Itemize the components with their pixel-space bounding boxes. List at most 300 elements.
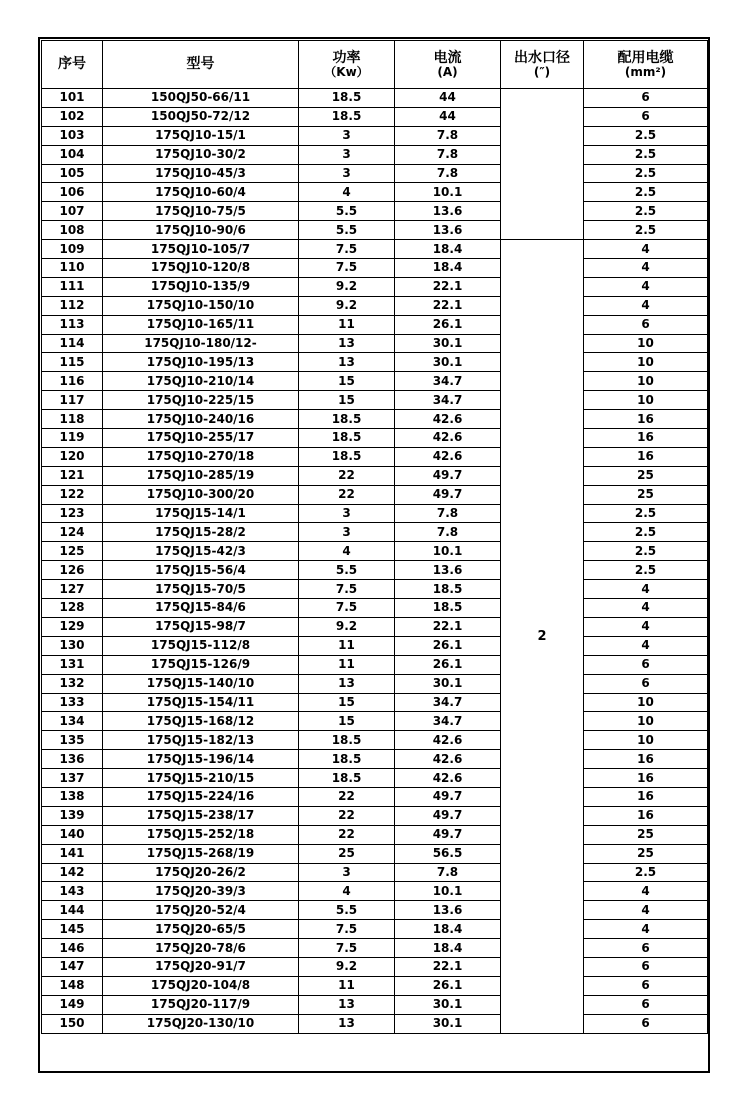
table-row <box>42 391 708 410</box>
cell-current: 22.1 <box>395 277 501 296</box>
table-row <box>42 542 708 561</box>
cell-model: 175QJ20-91/7 <box>103 957 299 976</box>
cell-seq: 141 <box>42 844 103 863</box>
cell-power: 18.5 <box>299 107 395 126</box>
cell-model: 175QJ10-150/10 <box>103 296 299 315</box>
cell-current: 30.1 <box>395 995 501 1014</box>
table-row <box>42 825 708 844</box>
cell-seq: 129 <box>42 617 103 636</box>
cell-seq: 150 <box>42 1014 103 1033</box>
cell-current: 7.8 <box>395 164 501 183</box>
table-row <box>42 183 708 202</box>
cell-cable: 10 <box>584 391 708 410</box>
cell-model: 175QJ10-60/4 <box>103 183 299 202</box>
cell-model: 175QJ10-270/18 <box>103 447 299 466</box>
cell-power: 3 <box>299 145 395 164</box>
table-row <box>42 599 708 618</box>
cell-power: 13 <box>299 674 395 693</box>
cell-power: 7.5 <box>299 580 395 599</box>
header-current-label: 电流 <box>433 49 462 66</box>
cell-current: 7.8 <box>395 126 501 145</box>
table-row <box>42 580 708 599</box>
table-row <box>42 202 708 221</box>
cell-model: 175QJ20-78/6 <box>103 939 299 958</box>
cell-cable: 25 <box>584 844 708 863</box>
cell-cable: 6 <box>584 655 708 674</box>
cell-seq: 123 <box>42 504 103 523</box>
table-row <box>42 221 708 240</box>
table-header <box>42 41 708 89</box>
table-row <box>42 145 708 164</box>
cell-current: 34.7 <box>395 693 501 712</box>
cell-power: 15 <box>299 693 395 712</box>
cell-power: 4 <box>299 882 395 901</box>
header-outlet-unit: (″) <box>533 64 551 79</box>
cell-power: 11 <box>299 315 395 334</box>
cell-current: 56.5 <box>395 844 501 863</box>
table-row <box>42 920 708 939</box>
cell-power: 18.5 <box>299 750 395 769</box>
table-row <box>42 806 708 825</box>
cell-seq: 104 <box>42 145 103 164</box>
pump-spec-table <box>41 40 708 1034</box>
cell-seq: 128 <box>42 599 103 618</box>
table-row <box>42 107 708 126</box>
cell-power: 4 <box>299 542 395 561</box>
cell-power: 22 <box>299 485 395 504</box>
cell-power: 25 <box>299 844 395 863</box>
table-row <box>42 636 708 655</box>
cell-seq: 102 <box>42 107 103 126</box>
cell-current: 44 <box>395 89 501 108</box>
cell-seq: 138 <box>42 787 103 806</box>
cell-cable: 6 <box>584 976 708 995</box>
cell-seq: 115 <box>42 353 103 372</box>
cell-cable: 6 <box>584 674 708 693</box>
cell-model: 175QJ15-28/2 <box>103 523 299 542</box>
cell-cable: 6 <box>584 315 708 334</box>
cell-current: 30.1 <box>395 1014 501 1033</box>
cell-current: 10.1 <box>395 882 501 901</box>
table-row <box>42 126 708 145</box>
cell-model: 175QJ10-225/15 <box>103 391 299 410</box>
table-row <box>42 447 708 466</box>
cell-cable: 4 <box>584 617 708 636</box>
cell-cable: 25 <box>584 485 708 504</box>
table-row <box>42 655 708 674</box>
cell-current: 13.6 <box>395 221 501 240</box>
table-row <box>42 410 708 429</box>
cell-cable: 10 <box>584 693 708 712</box>
cell-model: 175QJ15-70/5 <box>103 580 299 599</box>
cell-cable: 2.5 <box>584 202 708 221</box>
cell-power: 5.5 <box>299 561 395 580</box>
table-row <box>42 259 708 278</box>
cell-model: 175QJ15-56/4 <box>103 561 299 580</box>
cell-seq: 109 <box>42 240 103 259</box>
cell-seq: 112 <box>42 296 103 315</box>
cell-current: 18.4 <box>395 920 501 939</box>
cell-cable: 2.5 <box>584 561 708 580</box>
cell-cable: 4 <box>584 920 708 939</box>
cell-power: 18.5 <box>299 89 395 108</box>
cell-cable: 16 <box>584 410 708 429</box>
cell-current: 26.1 <box>395 315 501 334</box>
header-cable-label: 配用电缆 <box>617 49 674 66</box>
cell-cable: 10 <box>584 372 708 391</box>
cell-seq: 105 <box>42 164 103 183</box>
cell-seq: 131 <box>42 655 103 674</box>
cell-model: 175QJ15-196/14 <box>103 750 299 769</box>
cell-cable: 4 <box>584 259 708 278</box>
cell-current: 22.1 <box>395 957 501 976</box>
table-row <box>42 976 708 995</box>
cell-power: 11 <box>299 636 395 655</box>
cell-power: 11 <box>299 655 395 674</box>
table-row <box>42 712 708 731</box>
cell-power: 15 <box>299 712 395 731</box>
cell-power: 13 <box>299 334 395 353</box>
cell-cable: 16 <box>584 787 708 806</box>
cell-cable: 25 <box>584 466 708 485</box>
cell-cable: 25 <box>584 825 708 844</box>
table-row <box>42 277 708 296</box>
cell-model: 175QJ10-165/11 <box>103 315 299 334</box>
table-row <box>42 1014 708 1033</box>
cell-model: 175QJ20-104/8 <box>103 976 299 995</box>
cell-current: 13.6 <box>395 561 501 580</box>
cell-current: 42.6 <box>395 447 501 466</box>
cell-power: 5.5 <box>299 202 395 221</box>
cell-cable: 2.5 <box>584 863 708 882</box>
cell-model: 175QJ20-130/10 <box>103 1014 299 1033</box>
cell-cable: 2.5 <box>584 164 708 183</box>
table-row <box>42 617 708 636</box>
table-row <box>42 296 708 315</box>
cell-cable: 6 <box>584 995 708 1014</box>
header-outlet-label: 出水口径 <box>514 49 570 66</box>
cell-current: 26.1 <box>395 636 501 655</box>
cell-outlet: 2 <box>501 240 584 1033</box>
cell-power: 22 <box>299 825 395 844</box>
header-row <box>42 41 708 89</box>
cell-current: 13.6 <box>395 901 501 920</box>
cell-model: 175QJ15-140/10 <box>103 674 299 693</box>
cell-seq: 107 <box>42 202 103 221</box>
cell-model: 175QJ15-154/11 <box>103 693 299 712</box>
cell-cable: 6 <box>584 1014 708 1033</box>
cell-seq: 145 <box>42 920 103 939</box>
cell-model: 175QJ15-252/18 <box>103 825 299 844</box>
cell-model: 175QJ10-240/16 <box>103 410 299 429</box>
cell-cable: 6 <box>584 939 708 958</box>
cell-power: 11 <box>299 976 395 995</box>
cell-seq: 114 <box>42 334 103 353</box>
cell-current: 22.1 <box>395 617 501 636</box>
cell-current: 10.1 <box>395 542 501 561</box>
cell-power: 9.2 <box>299 296 395 315</box>
cell-model: 175QJ10-135/9 <box>103 277 299 296</box>
cell-seq: 135 <box>42 731 103 750</box>
cell-power: 7.5 <box>299 920 395 939</box>
header-seq: 序号 <box>42 41 103 89</box>
cell-model: 175QJ20-117/9 <box>103 995 299 1014</box>
table-row <box>42 334 708 353</box>
cell-model: 175QJ10-180/12- <box>103 334 299 353</box>
table-row <box>42 844 708 863</box>
cell-model: 175QJ10-105/7 <box>103 240 299 259</box>
cell-seq: 117 <box>42 391 103 410</box>
cell-power: 3 <box>299 863 395 882</box>
cell-model: 175QJ15-14/1 <box>103 504 299 523</box>
cell-cable: 16 <box>584 750 708 769</box>
cell-model: 150QJ50-66/11 <box>103 89 299 108</box>
cell-cable: 10 <box>584 731 708 750</box>
table-row <box>42 485 708 504</box>
table-row <box>42 315 708 334</box>
cell-model: 175QJ20-39/3 <box>103 882 299 901</box>
cell-seq: 147 <box>42 957 103 976</box>
cell-cable: 2.5 <box>584 145 708 164</box>
cell-power: 22 <box>299 806 395 825</box>
cell-seq: 140 <box>42 825 103 844</box>
cell-seq: 136 <box>42 750 103 769</box>
cell-model: 175QJ20-52/4 <box>103 901 299 920</box>
cell-current: 44 <box>395 107 501 126</box>
cell-power: 15 <box>299 372 395 391</box>
cell-seq: 149 <box>42 995 103 1014</box>
cell-seq: 130 <box>42 636 103 655</box>
cell-current: 18.4 <box>395 259 501 278</box>
header-current <box>395 41 501 89</box>
header-cable <box>584 41 708 89</box>
table-row <box>42 957 708 976</box>
cell-seq: 143 <box>42 882 103 901</box>
cell-current: 34.7 <box>395 391 501 410</box>
cell-cable: 4 <box>584 277 708 296</box>
cell-seq: 137 <box>42 769 103 788</box>
cell-cable: 4 <box>584 599 708 618</box>
table-row <box>42 89 708 108</box>
cell-power: 9.2 <box>299 277 395 296</box>
cell-model: 175QJ15-182/13 <box>103 731 299 750</box>
cell-cable: 16 <box>584 429 708 448</box>
cell-seq: 111 <box>42 277 103 296</box>
cell-current: 10.1 <box>395 183 501 202</box>
cell-power: 7.5 <box>299 939 395 958</box>
cell-seq: 113 <box>42 315 103 334</box>
cell-model: 175QJ10-210/14 <box>103 372 299 391</box>
cell-current: 26.1 <box>395 976 501 995</box>
cell-seq: 118 <box>42 410 103 429</box>
table-row <box>42 939 708 958</box>
cell-model: 175QJ10-15/1 <box>103 126 299 145</box>
cell-power: 3 <box>299 523 395 542</box>
cell-cable: 10 <box>584 353 708 372</box>
cell-model: 175QJ10-45/3 <box>103 164 299 183</box>
cell-cable: 2.5 <box>584 504 708 523</box>
cell-power: 22 <box>299 466 395 485</box>
cell-cable: 4 <box>584 901 708 920</box>
cell-model: 175QJ15-268/19 <box>103 844 299 863</box>
cell-power: 18.5 <box>299 731 395 750</box>
cell-power: 9.2 <box>299 617 395 636</box>
cell-power: 3 <box>299 126 395 145</box>
cell-current: 49.7 <box>395 825 501 844</box>
cell-power: 4 <box>299 183 395 202</box>
cell-power: 5.5 <box>299 221 395 240</box>
cell-seq: 108 <box>42 221 103 240</box>
cell-model: 175QJ15-84/6 <box>103 599 299 618</box>
table-row <box>42 523 708 542</box>
cell-power: 7.5 <box>299 259 395 278</box>
cell-model: 175QJ15-168/12 <box>103 712 299 731</box>
cell-power: 18.5 <box>299 429 395 448</box>
cell-model: 175QJ15-210/15 <box>103 769 299 788</box>
cell-seq: 139 <box>42 806 103 825</box>
cell-current: 7.8 <box>395 145 501 164</box>
cell-cable: 2.5 <box>584 542 708 561</box>
cell-seq: 127 <box>42 580 103 599</box>
header-power <box>299 41 395 89</box>
cell-cable: 6 <box>584 89 708 108</box>
table-row <box>42 901 708 920</box>
cell-seq: 121 <box>42 466 103 485</box>
cell-seq: 134 <box>42 712 103 731</box>
cell-power: 13 <box>299 353 395 372</box>
cell-model: 175QJ15-224/16 <box>103 787 299 806</box>
cell-cable: 16 <box>584 769 708 788</box>
cell-current: 18.5 <box>395 580 501 599</box>
cell-model: 175QJ10-195/13 <box>103 353 299 372</box>
cell-seq: 132 <box>42 674 103 693</box>
cell-model: 175QJ15-112/8 <box>103 636 299 655</box>
cell-model: 150QJ50-72/12 <box>103 107 299 126</box>
cell-seq: 146 <box>42 939 103 958</box>
cell-cable: 4 <box>584 636 708 655</box>
header-power-label: 功率 <box>332 49 361 66</box>
table-row <box>42 429 708 448</box>
cell-current: 34.7 <box>395 712 501 731</box>
cell-current: 26.1 <box>395 655 501 674</box>
header-model: 型号 <box>103 41 299 89</box>
cell-cable: 6 <box>584 957 708 976</box>
cell-current: 34.7 <box>395 372 501 391</box>
cell-current: 22.1 <box>395 296 501 315</box>
cell-seq: 125 <box>42 542 103 561</box>
cell-cable: 16 <box>584 806 708 825</box>
cell-seq: 142 <box>42 863 103 882</box>
cell-model: 175QJ10-285/19 <box>103 466 299 485</box>
cell-power: 13 <box>299 995 395 1014</box>
cell-cable: 4 <box>584 580 708 599</box>
cell-cable: 10 <box>584 334 708 353</box>
cell-model: 175QJ10-30/2 <box>103 145 299 164</box>
header-outlet <box>501 41 584 89</box>
cell-power: 3 <box>299 164 395 183</box>
cell-seq: 101 <box>42 89 103 108</box>
cell-seq: 116 <box>42 372 103 391</box>
table-row <box>42 750 708 769</box>
cell-current: 49.7 <box>395 787 501 806</box>
header-cable-unit: (mm²) <box>624 64 667 79</box>
cell-seq: 124 <box>42 523 103 542</box>
cell-current: 49.7 <box>395 466 501 485</box>
cell-seq: 110 <box>42 259 103 278</box>
cell-cable: 4 <box>584 240 708 259</box>
table-row <box>42 372 708 391</box>
table-row <box>42 769 708 788</box>
cell-seq: 120 <box>42 447 103 466</box>
cell-power: 22 <box>299 787 395 806</box>
cell-current: 42.6 <box>395 750 501 769</box>
table-row <box>42 995 708 1014</box>
cell-model: 175QJ10-90/6 <box>103 221 299 240</box>
cell-cable: 4 <box>584 882 708 901</box>
cell-cable: 2.5 <box>584 183 708 202</box>
table-row <box>42 240 708 259</box>
cell-seq: 122 <box>42 485 103 504</box>
cell-power: 18.5 <box>299 410 395 429</box>
table-body <box>42 89 708 1034</box>
cell-power: 5.5 <box>299 901 395 920</box>
cell-model: 175QJ15-98/7 <box>103 617 299 636</box>
cell-power: 7.5 <box>299 240 395 259</box>
cell-current: 7.8 <box>395 523 501 542</box>
table-row <box>42 787 708 806</box>
cell-power: 9.2 <box>299 957 395 976</box>
cell-power: 13 <box>299 1014 395 1033</box>
cell-current: 30.1 <box>395 674 501 693</box>
cell-cable: 2.5 <box>584 221 708 240</box>
cell-current: 30.1 <box>395 334 501 353</box>
cell-seq: 119 <box>42 429 103 448</box>
cell-current: 42.6 <box>395 731 501 750</box>
cell-model: 175QJ10-120/8 <box>103 259 299 278</box>
cell-cable: 6 <box>584 107 708 126</box>
cell-current: 42.6 <box>395 429 501 448</box>
cell-model: 175QJ10-255/17 <box>103 429 299 448</box>
header-power-unit: （Kw） <box>324 64 369 79</box>
cell-current: 7.8 <box>395 504 501 523</box>
cell-model: 175QJ10-300/20 <box>103 485 299 504</box>
header-current-unit: (A) <box>437 64 458 79</box>
cell-current: 42.6 <box>395 769 501 788</box>
cell-model: 175QJ15-126/9 <box>103 655 299 674</box>
cell-current: 30.1 <box>395 353 501 372</box>
cell-model: 175QJ15-238/17 <box>103 806 299 825</box>
table-row <box>42 466 708 485</box>
cell-model: 175QJ10-75/5 <box>103 202 299 221</box>
cell-current: 49.7 <box>395 806 501 825</box>
cell-model: 175QJ15-42/3 <box>103 542 299 561</box>
cell-seq: 126 <box>42 561 103 580</box>
cell-seq: 148 <box>42 976 103 995</box>
cell-seq: 144 <box>42 901 103 920</box>
cell-model: 175QJ20-65/5 <box>103 920 299 939</box>
table-row <box>42 882 708 901</box>
cell-cable: 2.5 <box>584 126 708 145</box>
table-row <box>42 693 708 712</box>
table-row <box>42 164 708 183</box>
cell-power: 15 <box>299 391 395 410</box>
table-row <box>42 504 708 523</box>
cell-current: 7.8 <box>395 863 501 882</box>
cell-model: 175QJ20-26/2 <box>103 863 299 882</box>
cell-seq: 106 <box>42 183 103 202</box>
cell-current: 49.7 <box>395 485 501 504</box>
table-row <box>42 561 708 580</box>
